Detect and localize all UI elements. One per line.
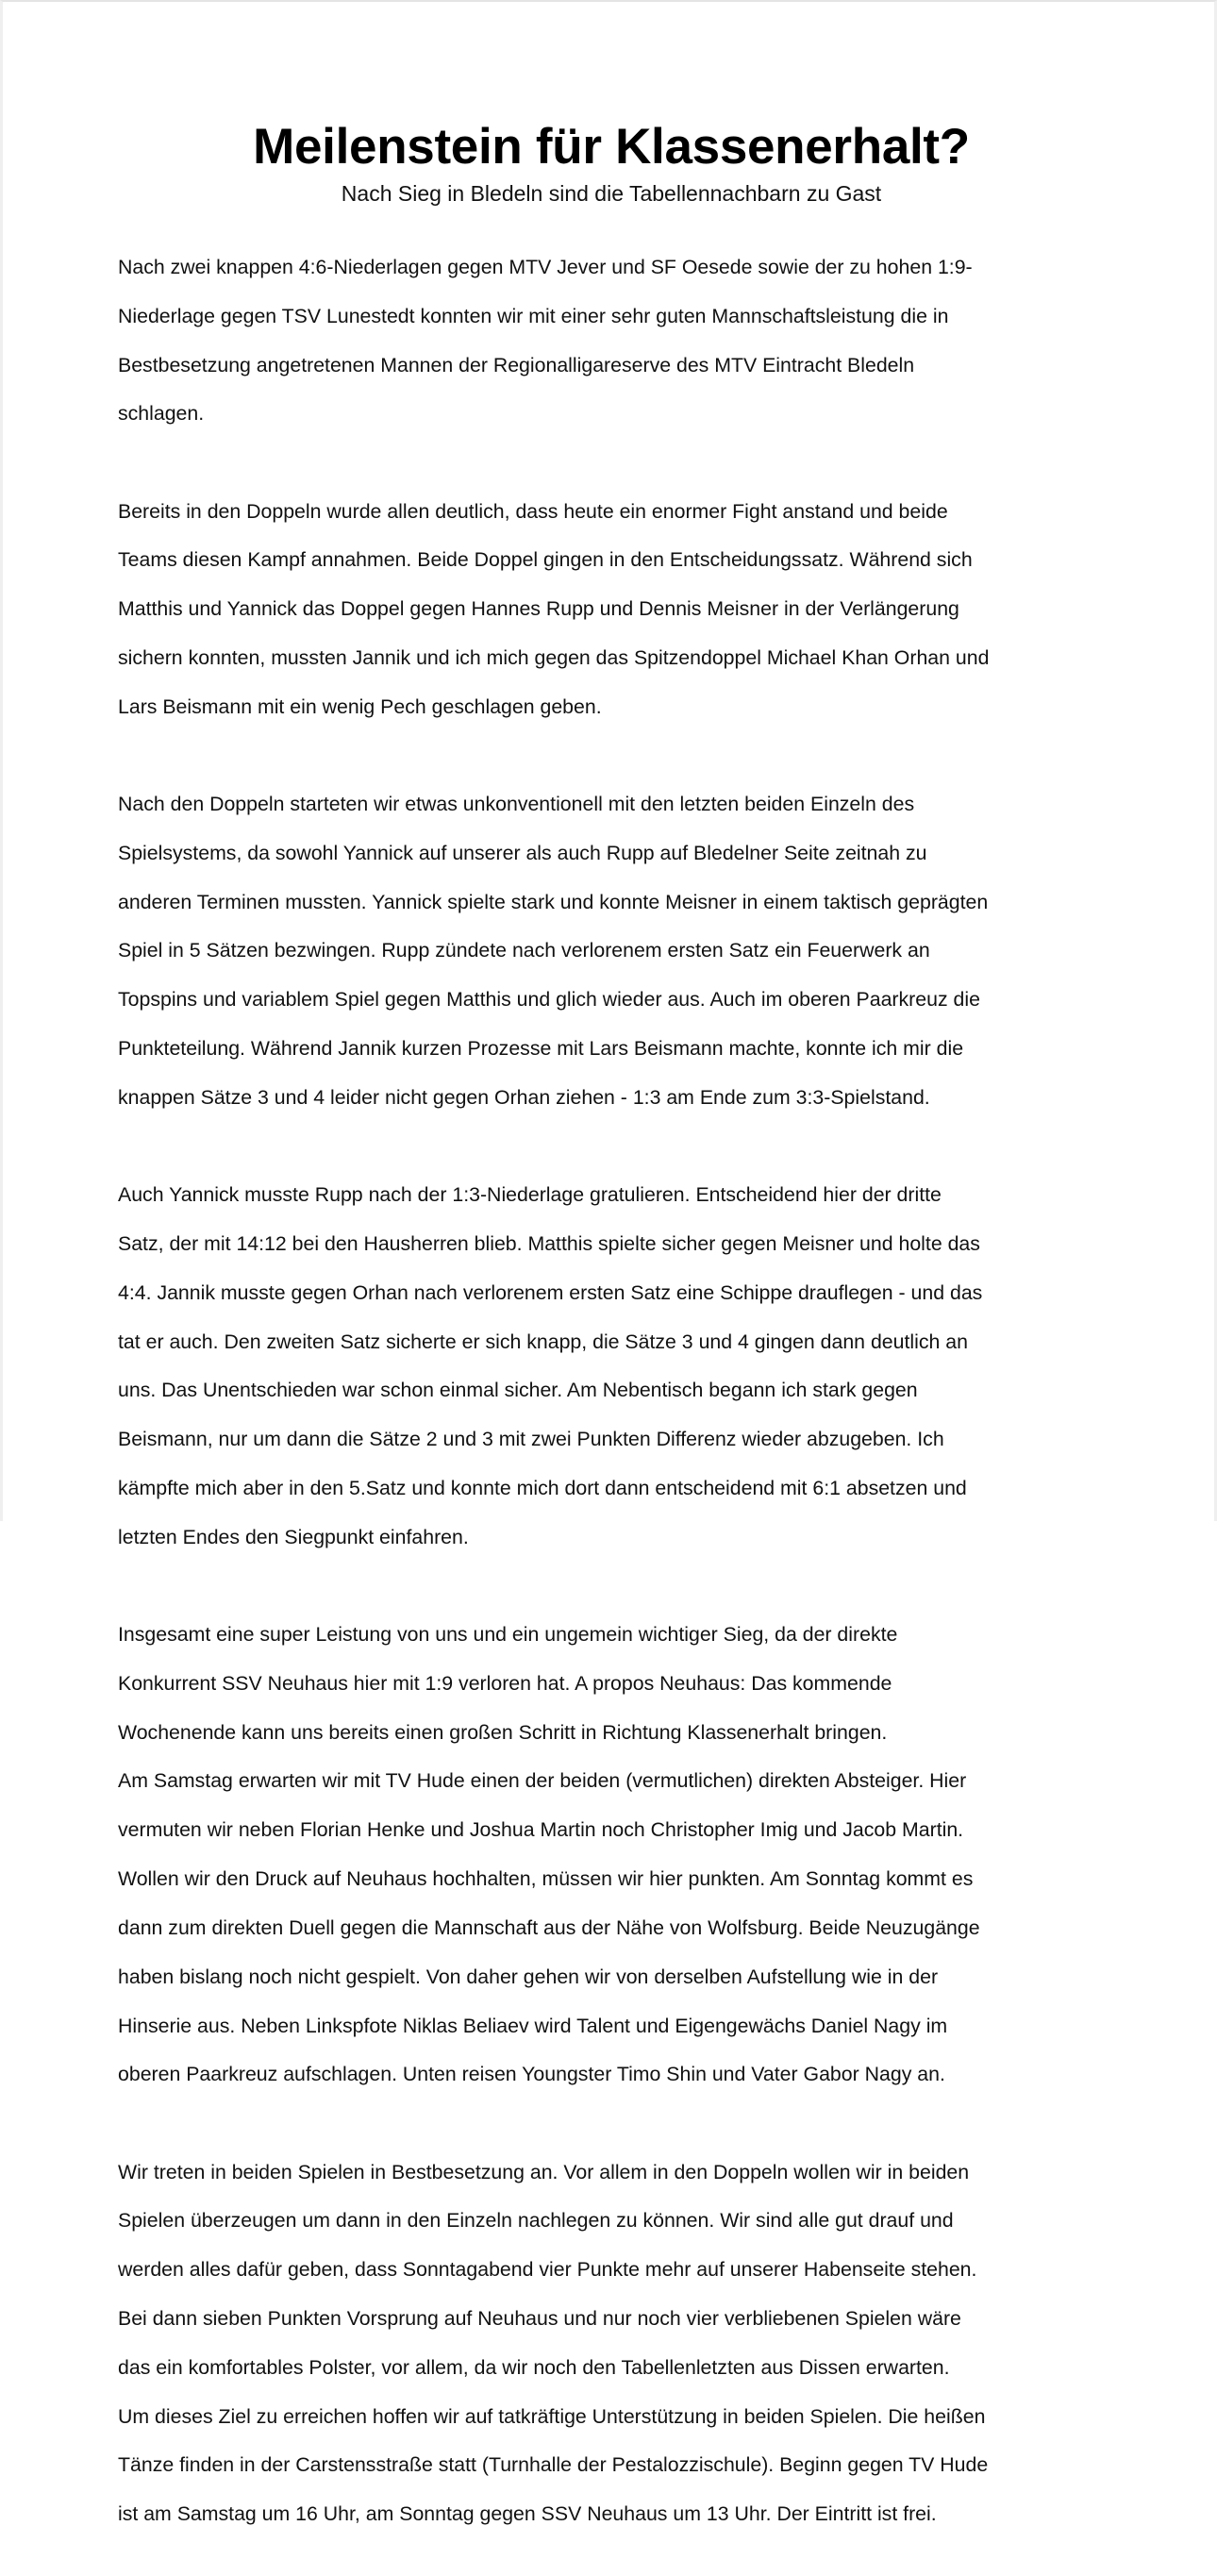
text-line: das ein komfortables Polster, vor allem, da wir noch den Tabellenletzten aus Dissen erwarten. bbox=[118, 2355, 950, 2379]
paragraph-match-intro bbox=[118, 231, 1118, 451]
text-line: Konkurrent SSV Neuhaus hier mit 1:9 verloren hat. A propos Neuhaus: Das kommende bbox=[118, 1671, 892, 1695]
text-line: Um dieses Ziel zu erreichen hoffen wir auf tatkräftige Unterstützung in beiden Spielen. Die heißen bbox=[118, 2404, 986, 2428]
text-line: Lars Beismann mit ein wenig Pech geschlagen geben. bbox=[118, 694, 602, 718]
text-line: Insgesamt eine super Leistung von uns und ein ungemein wichtiger Sieg, da der direkte bbox=[118, 1623, 898, 1647]
text-line: schlagen. bbox=[118, 402, 205, 426]
paragraph-outlook bbox=[118, 1598, 1118, 2112]
text-line: knappen Sätze 3 und 4 leider nicht gegen Orhan ziehen - 1:3 am Ende zum 3:3-Spielstand. bbox=[118, 1085, 930, 1109]
text-line: Wollen wir den Druck auf Neuhaus hochhalten, müssen wir hier punkten. Am Sonntag kommt es bbox=[118, 1867, 974, 1891]
paragraph-first-singles bbox=[118, 768, 1118, 1135]
text-line: haben bislang noch nicht gespielt. Von daher gehen wir von derselben Aufstellung wie in der bbox=[118, 1965, 939, 1988]
text-line: sichern konnten, mussten Jannik und ich mich gegen das Spitzendoppel Michael Khan Orhan und bbox=[118, 646, 990, 669]
text-line: Teams diesen Kampf annahmen. Beide Doppel gingen in den Entscheidungssatz. Während sich bbox=[118, 548, 973, 572]
paragraph-doubles bbox=[118, 476, 1118, 744]
text-line: Bereits in den Doppeln wurde allen deutlich, dass heute ein enormer Fight anstand und beide bbox=[118, 499, 948, 523]
text-line: oberen Paarkreuz aufschlagen. Unten reisen Youngster Timo Shin und Vater Gabor Nagy an. bbox=[118, 2063, 945, 2086]
text-line: anderen Terminen mussten. Yannick spielte stark und konnte Meisner in einem taktisch geprägten bbox=[118, 890, 989, 913]
text-line: ist am Samstag um 16 Uhr, am Sonntag gegen SSV Neuhaus um 13 Uhr. Der Eintritt ist frei. bbox=[118, 2502, 937, 2526]
text-line: vermuten wir neben Florian Henke und Joshua Martin noch Christopher Imig und Jacob Martin. bbox=[118, 1818, 964, 1842]
text-line: 4:4. Jannik musste gegen Orhan nach verlorenem ersten Satz eine Schippe drauflegen - und das bbox=[118, 1280, 983, 1304]
text-line: werden alles dafür geben, dass Sonntagabend vier Punkte mehr auf unserer Habenseite stehen. bbox=[118, 2258, 977, 2282]
text-line: Punkteteilung. Während Jannik kurzen Prozesse mit Lars Beismann machte, konnte ich mir die bbox=[118, 1037, 964, 1061]
article-title: Meilenstein für Klassenerhalt? bbox=[253, 119, 970, 175]
text-line: Spiel in 5 Sätzen bezwingen. Rupp zündete nach verlorenem ersten Satz ein Feuerwerk an bbox=[118, 939, 930, 962]
text-line: letzten Endes den Siegpunkt einfahren. bbox=[118, 1525, 469, 1548]
paragraph-second-singles bbox=[118, 1159, 1118, 1574]
text-line: dann zum direkten Duell gegen die Mannschaft aus der Nähe von Wolfsburg. Beide Neuzugänge bbox=[118, 1915, 980, 1939]
text-line: Matthis und Yannick das Doppel gegen Hannes Rupp und Dennis Meisner in der Verlängerung bbox=[118, 597, 959, 621]
text-line: Nach zwei knappen 4:6-Niederlagen gegen MTV Jever und SF Oesede sowie der zu hohen 1:9- bbox=[118, 255, 973, 278]
text-line: uns. Das Unentschieden war schon einmal sicher. Am Nebentisch begann ich stark gegen bbox=[118, 1379, 918, 1402]
text-line: Nach den Doppeln starteten wir etwas unkonventionell mit den letzten beiden Einzeln des bbox=[118, 793, 915, 816]
text-line: Niederlage gegen TSV Lunestedt konnten wir mit einer sehr guten Mannschaftsleistung die in bbox=[118, 304, 949, 327]
text-line: Bei dann sieben Punkten Vorsprung auf Neuhaus und nur noch vier verbliebenen Spielen wäre bbox=[118, 2307, 961, 2330]
text-line: Satz, der mit 14:12 bei den Hausherren blieb. Matthis spielte sicher gegen Meisner und holte das bbox=[118, 1231, 980, 1255]
text-line: Wir treten in beiden Spielen in Bestbesetzung an. Vor allem in den Doppeln wollen wir in beiden bbox=[118, 2160, 970, 2183]
text-line: Beismann, nur um dann die Sätze 2 und 3 mit zwei Punkten Differenz wieder abzugeben. Ich bbox=[118, 1428, 944, 1451]
text-line: kämpfte mich aber in den 5.Satz und konnte mich dort dann entscheidend mit 6:1 absetzen und bbox=[118, 1477, 967, 1499]
text-line: Topspins und variablem Spiel gegen Matthis und glich wieder aus. Auch im oberen Paarkreuz die bbox=[118, 988, 980, 1012]
text-line: Spielsystems, da sowohl Yannick auf unserer als auch Rupp auf Bledelner Seite zeitnah zu bbox=[118, 841, 927, 864]
text-line: Hinserie aus. Neben Linkspfote Niklas Beliaev wird Talent und Eigengewächs Daniel Nagy im bbox=[118, 2014, 948, 2037]
text-line: Wochenende kann uns bereits einen großen Schritt in Richtung Klassenerhalt bringen. bbox=[118, 1720, 888, 1744]
text-line: Bestbesetzung angetretenen Mannen der Regionalligareserve des MTV Eintracht Bledeln bbox=[118, 353, 915, 376]
text-line: Tänze finden in der Carstensstraße statt (Turnhalle der Pestalozzischule). Beginn gegen TV Hude bbox=[118, 2453, 989, 2477]
text-line: Am Samstag erwarten wir mit TV Hude einen der beiden (vermutlichen) direkten Absteiger. Hier bbox=[118, 1769, 967, 1793]
text-line: tat er auch. Den zweiten Satz sicherte er sich knapp, die Sätze 3 und 4 gingen dann deutlich an bbox=[118, 1330, 968, 1353]
text-line: Auch Yannick musste Rupp nach der 1:3-Niederlage gratulieren. Entscheidend hier der dritte bbox=[118, 1183, 942, 1207]
text-line: Spielen überzeugen um dann in den Einzeln nachlegen zu können. Wir sind alle gut drauf und bbox=[118, 2209, 954, 2233]
paragraph-invitation bbox=[118, 2136, 1118, 2551]
article-subtitle: Nach Sieg in Bledeln sind die Tabellennachbarn zu Gast bbox=[341, 181, 882, 206]
article-body bbox=[118, 231, 1118, 2576]
